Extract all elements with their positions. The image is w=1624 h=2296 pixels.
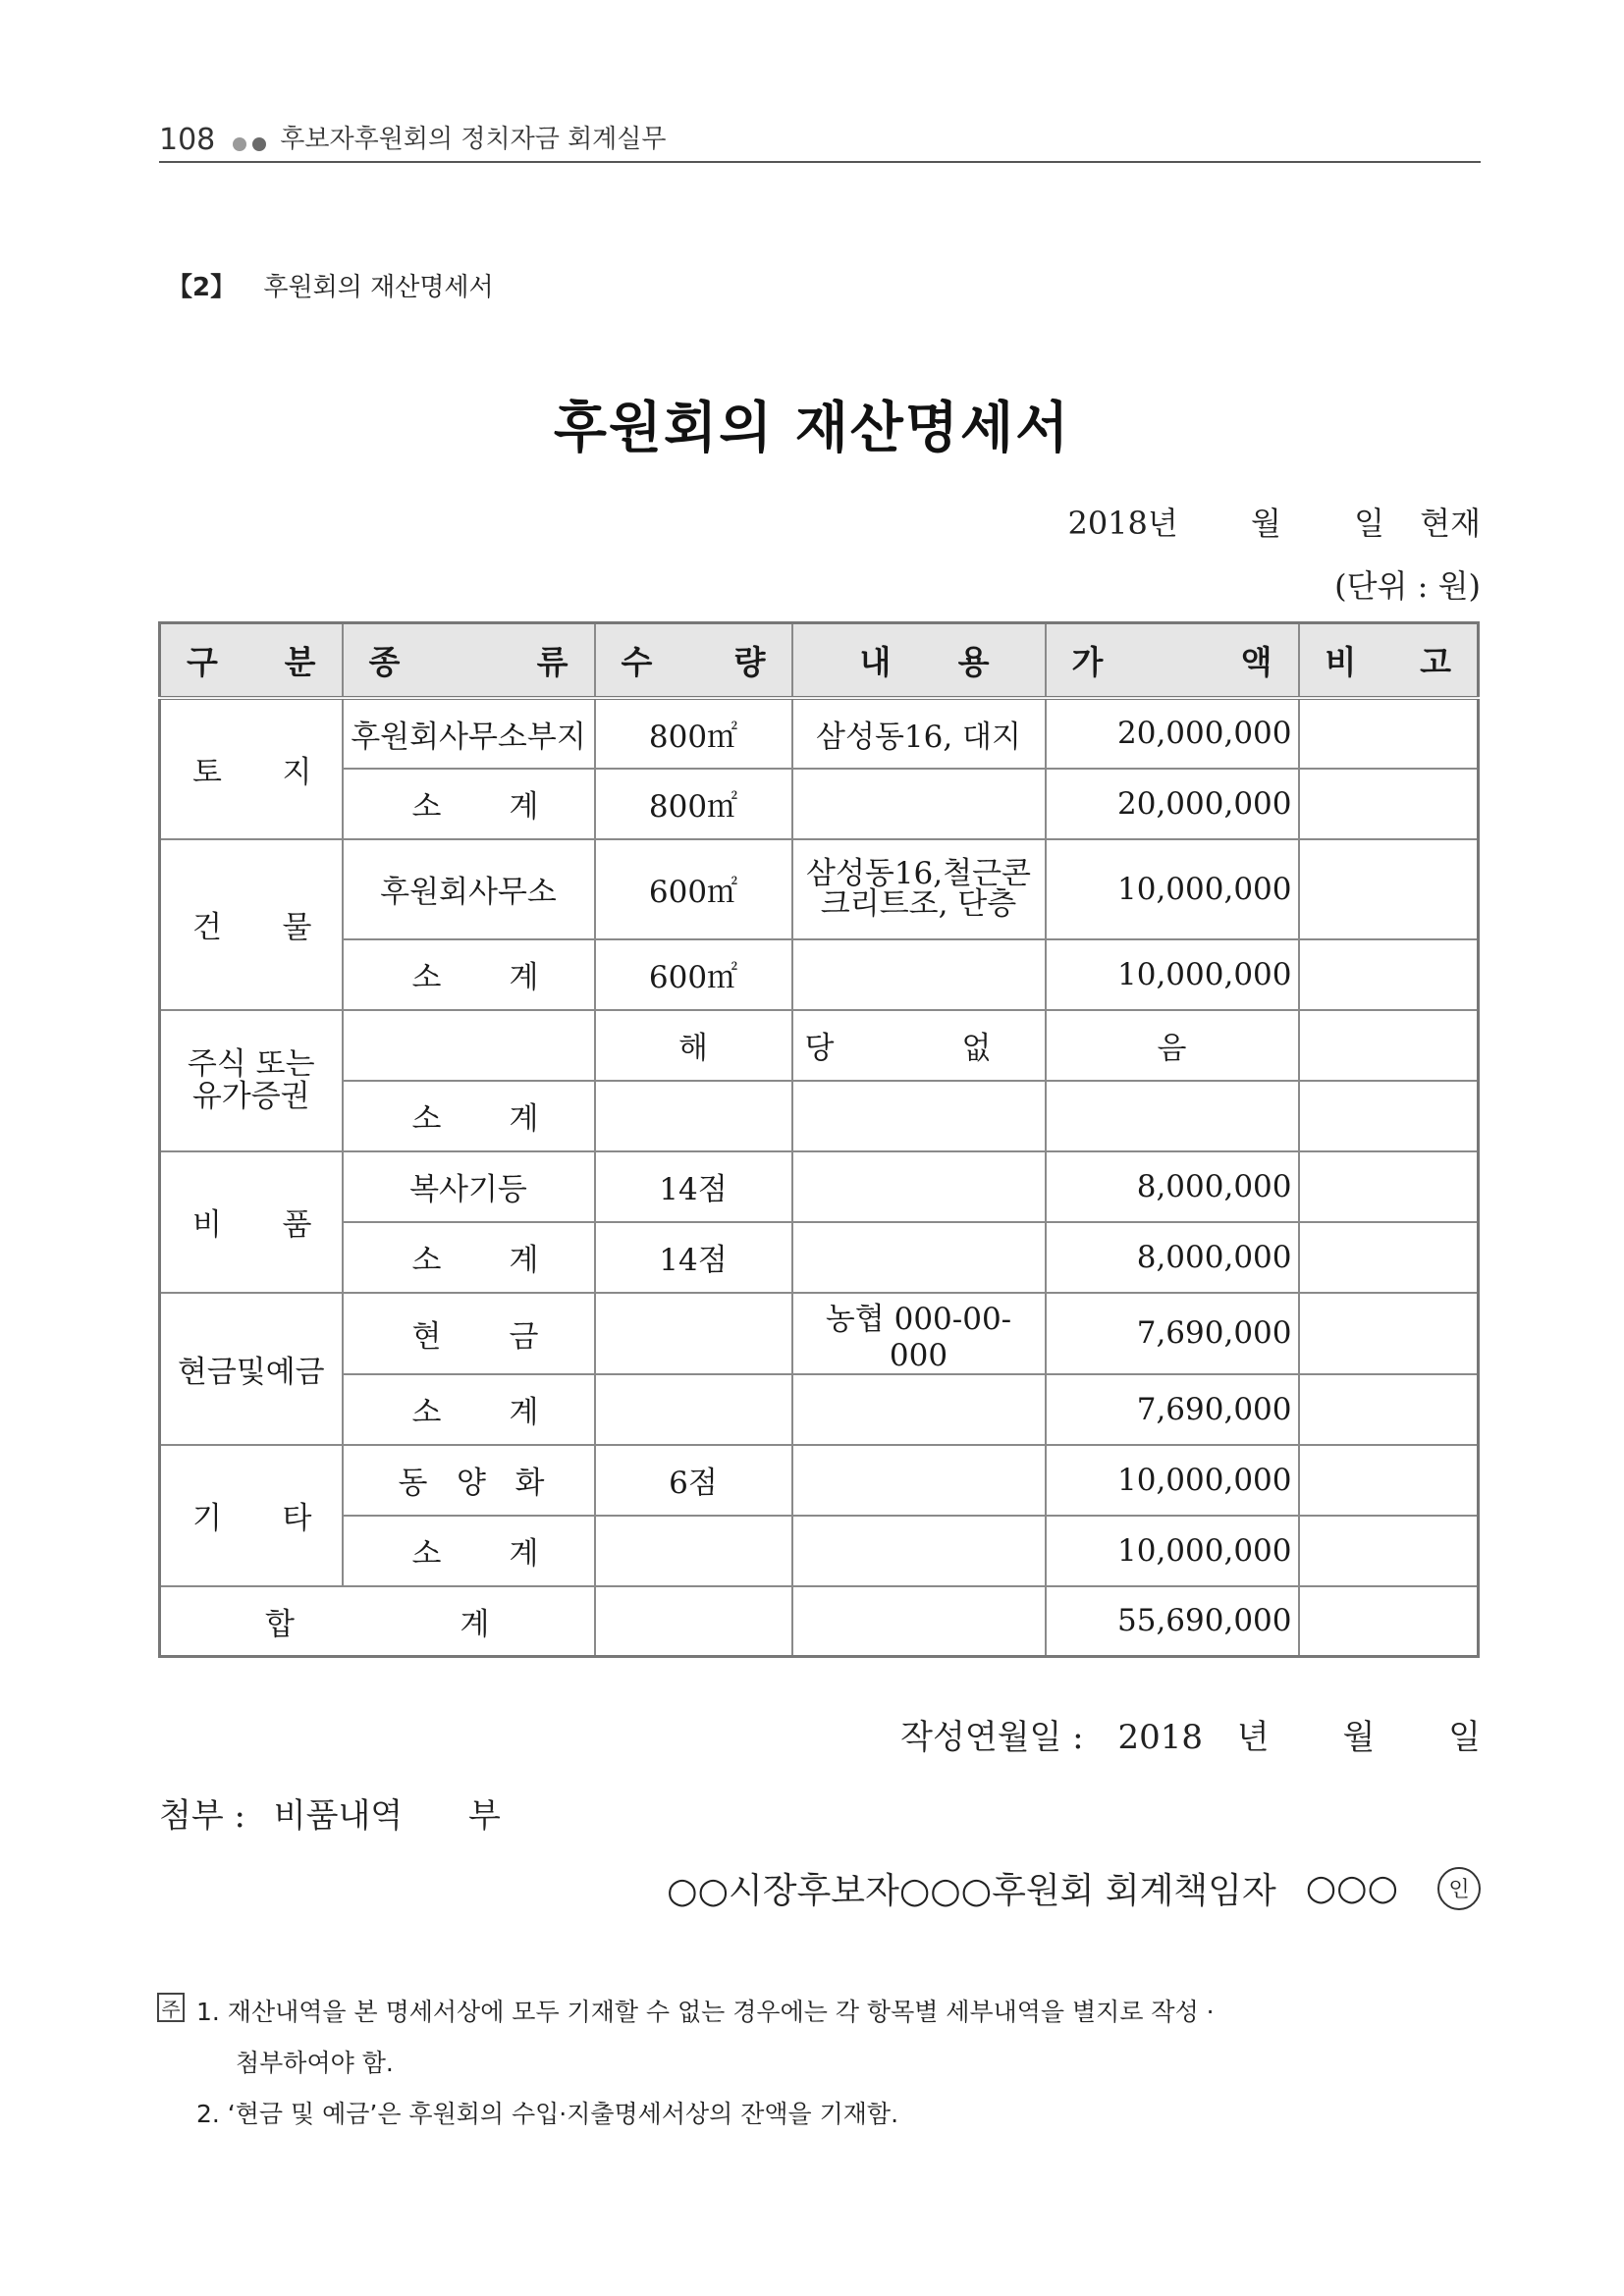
signature-line [667, 1863, 1481, 1913]
section-number: 【2】 [167, 273, 237, 302]
category-supplies: 비 품 [160, 1151, 343, 1293]
other-subtotal-remark [1299, 1516, 1479, 1586]
supplies-subtotal-content [792, 1222, 1046, 1293]
running-title: 후보자후원회의 정치자금 회계실무 [280, 125, 667, 154]
table-row [160, 1222, 1479, 1293]
category-other: 기 타 [160, 1445, 343, 1586]
land-subtotal-remark [1299, 769, 1479, 839]
total-content [792, 1586, 1046, 1657]
building-remark [1299, 839, 1479, 939]
as-of-date [1042, 499, 1481, 544]
table-row [160, 1516, 1479, 1586]
category-securities [160, 1010, 343, 1151]
signature-org: ○○시장후보자○○○후원회 회계책임자 [667, 1871, 1276, 1911]
land-subtotal-label: 소 계 [343, 769, 595, 839]
table-row [160, 1293, 1479, 1374]
securities-subtotal-label: 소 계 [343, 1081, 595, 1151]
land-quantity: 800㎡ [595, 698, 792, 769]
building-kind: 후원회사무소 [343, 839, 595, 939]
supplies-subtotal-label: 소 계 [343, 1222, 595, 1293]
attachment-label: 첨부 : [159, 1796, 245, 1836]
table-row [160, 839, 1479, 939]
other-content [792, 1445, 1046, 1516]
note-1 [157, 1993, 1483, 2028]
written-date-month: 월 [1342, 1718, 1376, 1757]
supplies-subtotal-remark [1299, 1222, 1479, 1293]
building-content-line2: 크리트조, 단층 [820, 885, 1017, 922]
land-remark [1299, 698, 1479, 769]
total-quantity [595, 1586, 792, 1657]
supplies-remark [1299, 1151, 1479, 1222]
table-row [160, 939, 1479, 1010]
supplies-subtotal-amount: 8,000,000 [1046, 1222, 1299, 1293]
total-label: 합 계 [160, 1586, 595, 1657]
securities-none-1: 해 [595, 1010, 792, 1081]
table-row [160, 1081, 1479, 1151]
table-row [160, 1151, 1479, 1222]
written-date-day: 일 [1448, 1718, 1481, 1757]
seal-icon: 인 [1437, 1867, 1481, 1910]
securities-subtotal-amount [1046, 1081, 1299, 1151]
other-remark [1299, 1445, 1479, 1516]
building-subtotal-remark [1299, 939, 1479, 1010]
attachment-unit: 부 [467, 1796, 501, 1836]
table-row [160, 769, 1479, 839]
cash-subtotal-content [792, 1374, 1046, 1445]
note-1-line2: 첨부하여야 함. [236, 2049, 394, 2077]
written-date-year: 2018 [1117, 1718, 1203, 1757]
building-quantity: 600㎡ [595, 839, 792, 939]
written-date-label: 작성연월일 : [900, 1718, 1084, 1757]
written-date [900, 1710, 1481, 1758]
written-date-year-unit: 년 [1236, 1718, 1270, 1757]
category-land: 토 지 [160, 698, 343, 839]
as-of-month: 월 [1250, 505, 1281, 542]
securities-none-3: 음 [1046, 1010, 1299, 1081]
supplies-kind: 복사기등 [343, 1151, 595, 1222]
total-row [160, 1586, 1479, 1657]
other-subtotal-label: 소 계 [343, 1516, 595, 1586]
attachment-line [159, 1789, 518, 1837]
header-category: 구 분 [160, 623, 343, 698]
supplies-content [792, 1151, 1046, 1222]
header-amount: 가 액 [1046, 623, 1299, 698]
bullet-dots-icon [233, 137, 266, 151]
securities-kind [343, 1010, 595, 1081]
cash-subtotal-quantity [595, 1374, 792, 1445]
building-content [792, 839, 1046, 939]
land-content: 삼성동16, 대지 [792, 698, 1046, 769]
section-label [167, 267, 494, 303]
table-row [160, 1445, 1479, 1516]
other-quantity: 6점 [595, 1445, 792, 1516]
securities-category-line1: 주식 또는 [187, 1045, 315, 1082]
table-row [160, 1374, 1479, 1445]
cash-amount: 7,690,000 [1046, 1293, 1299, 1374]
table-row [160, 698, 1479, 769]
supplies-quantity: 14점 [595, 1151, 792, 1222]
building-subtotal-label: 소 계 [343, 939, 595, 1010]
page-number: 108 [159, 123, 216, 157]
land-subtotal-quantity: 800㎡ [595, 769, 792, 839]
cash-subtotal-remark [1299, 1374, 1479, 1445]
note-badge-icon: 주 [157, 1993, 185, 2022]
supplies-subtotal-quantity: 14점 [595, 1222, 792, 1293]
other-kind: 동 양 화 [343, 1445, 595, 1516]
securities-subtotal-remark [1299, 1081, 1479, 1151]
securities-subtotal-quantity [595, 1081, 792, 1151]
cash-content: 농협 000-00-000 [792, 1293, 1046, 1374]
unit-note: (단위 : 원) [1334, 567, 1481, 605]
building-subtotal-content [792, 939, 1046, 1010]
building-amount: 10,000,000 [1046, 839, 1299, 939]
note-1-line1: 1. 재산내역을 본 명세서상에 모두 기재할 수 없는 경우에는 각 항목별 세부내역을 별지로 작성 · [196, 1998, 1215, 2026]
header-kind: 종 류 [343, 623, 595, 698]
building-subtotal-amount: 10,000,000 [1046, 939, 1299, 1010]
land-amount: 20,000,000 [1046, 698, 1299, 769]
attachment-item: 비품내역 [273, 1796, 404, 1836]
cash-quantity [595, 1293, 792, 1374]
as-of-suffix: 현재 [1420, 505, 1481, 542]
header-quantity: 수 량 [595, 623, 792, 698]
note-2: 2. ‘현금 및 예금’은 후원회의 수입·지출명세서상의 잔액을 기재함. [196, 2100, 899, 2128]
other-subtotal-amount: 10,000,000 [1046, 1516, 1299, 1586]
cash-kind: 현 금 [343, 1293, 595, 1374]
category-cash: 현금및예금 [160, 1293, 343, 1445]
land-subtotal-amount: 20,000,000 [1046, 769, 1299, 839]
asset-table [158, 621, 1480, 1658]
signature-name: ○○○ [1305, 1868, 1398, 1908]
securities-subtotal-content [792, 1081, 1046, 1151]
securities-remark [1299, 1010, 1479, 1081]
as-of-day: 일 [1354, 505, 1384, 542]
category-building: 건 물 [160, 839, 343, 1010]
supplies-amount: 8,000,000 [1046, 1151, 1299, 1222]
header-content: 내 용 [792, 623, 1046, 698]
land-kind: 후원회사무소부지 [343, 698, 595, 769]
document-title: 후원회의 재산명세서 [553, 397, 1071, 460]
other-subtotal-quantity [595, 1516, 792, 1586]
securities-none-2: 당 없 [792, 1010, 1046, 1081]
table-header-row [160, 623, 1479, 698]
securities-category-line2: 유가증권 [191, 1078, 310, 1114]
table-row [160, 1010, 1479, 1081]
cash-remark [1299, 1293, 1479, 1374]
cash-subtotal-amount: 7,690,000 [1046, 1374, 1299, 1445]
building-subtotal-quantity: 600㎡ [595, 939, 792, 1010]
land-subtotal-content [792, 769, 1046, 839]
total-remark [1299, 1586, 1479, 1657]
other-amount: 10,000,000 [1046, 1445, 1299, 1516]
cash-subtotal-label: 소 계 [343, 1374, 595, 1445]
section-title: 후원회의 재산명세서 [263, 273, 494, 302]
other-subtotal-content [792, 1516, 1046, 1586]
running-header [159, 124, 1481, 163]
as-of-year: 2018년 [1067, 505, 1178, 542]
building-content-line1: 삼성동16,철근콘 [806, 855, 1031, 891]
total-amount: 55,690,000 [1046, 1586, 1299, 1657]
header-remark: 비 고 [1299, 623, 1479, 698]
notes [157, 1993, 1483, 2130]
